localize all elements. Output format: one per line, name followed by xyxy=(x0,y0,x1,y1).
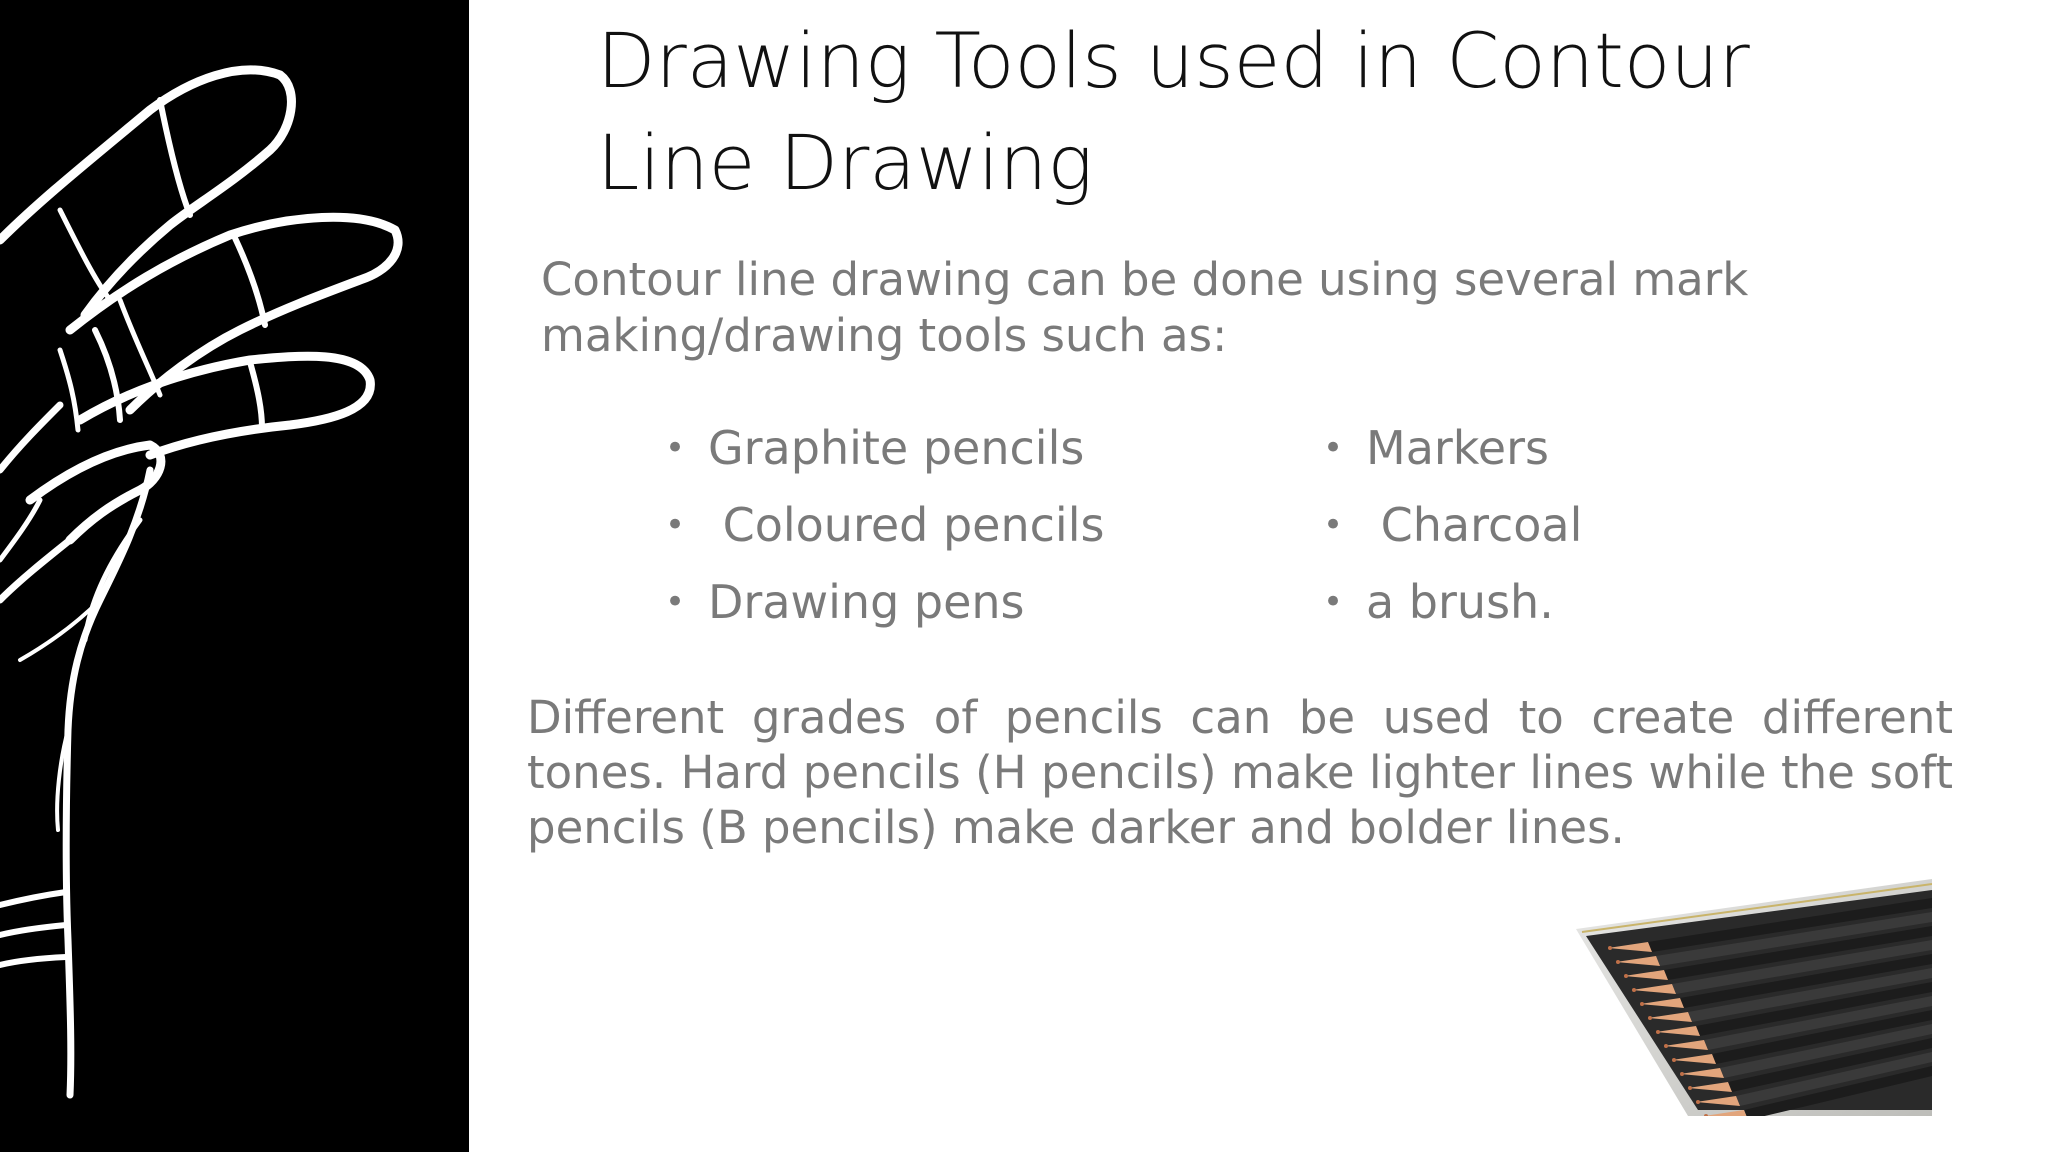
pencil-lead xyxy=(1624,974,1628,978)
pencil-lead xyxy=(1616,960,1620,964)
pencil-lead xyxy=(1664,1044,1668,1048)
pencil-grades-paragraph: Different grades of pencils can be used to create different tones. Hard pencils (H pencils) make lighter lines while the soft pencils (B pencils) make darker and bolder lines. xyxy=(527,691,1953,854)
bullet-icon: • xyxy=(665,582,686,622)
bullet-icon: • xyxy=(665,428,686,468)
list-item: • Charcoal xyxy=(1323,487,1582,564)
list-item: • a brush. xyxy=(1323,564,1582,641)
list-item: • Drawing pens xyxy=(665,564,1104,641)
list-item: • Graphite pencils xyxy=(665,410,1104,487)
pencil-tin-illustration xyxy=(1568,874,1932,1116)
pencil-tin-image xyxy=(1568,874,1932,1116)
tools-list-left xyxy=(665,410,1104,641)
bullet-icon: • xyxy=(1323,428,1344,468)
bullet-icon: • xyxy=(1323,582,1344,622)
pencil-lead xyxy=(1696,1100,1700,1104)
bullet-icon: • xyxy=(1323,505,1344,545)
tools-list-right xyxy=(1323,410,1582,641)
pencil-lead xyxy=(1648,1016,1652,1020)
list-item: • Markers xyxy=(1323,410,1582,487)
pencil-lead xyxy=(1688,1086,1692,1090)
intro-text: Contour line drawing can be done using several mark making/drawing tools such as: xyxy=(541,253,1749,362)
pencil-lead xyxy=(1632,988,1636,992)
bullet-icon: • xyxy=(665,505,686,545)
slide-title: Drawing Tools used in Contour Line Drawing xyxy=(597,16,1750,207)
pencil-lead xyxy=(1656,1030,1660,1034)
hand-contour-lines xyxy=(0,0,469,1152)
contour-hand-drawing-image xyxy=(0,0,469,1152)
list-item: • Coloured pencils xyxy=(665,487,1104,564)
pencil-lead xyxy=(1672,1058,1676,1062)
pencil-lead xyxy=(1608,946,1612,950)
pencil-lead xyxy=(1640,1002,1644,1006)
pencil-lead xyxy=(1680,1072,1684,1076)
